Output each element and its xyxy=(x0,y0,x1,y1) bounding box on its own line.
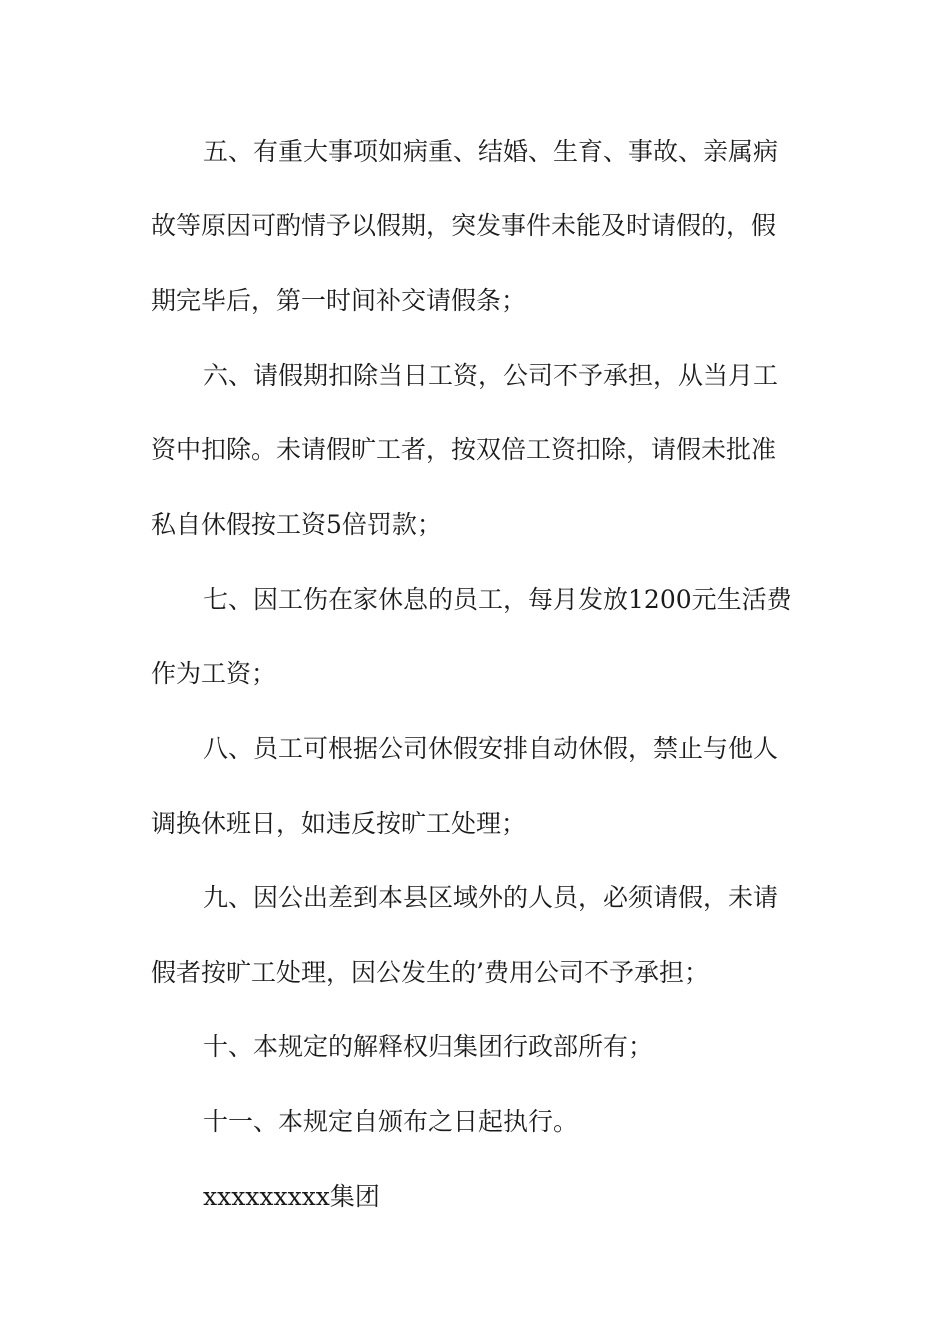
para5-line2: 故等原因可酌情予以假期，突发事件未能及时请假的，假 xyxy=(151,211,777,240)
para7-line2: 作为工资； xyxy=(151,659,277,688)
para6-line2: 资中扣除。未请假旷工者，按双倍工资扣除，请假未批准 xyxy=(151,435,777,464)
para5-line1: 五、有重大事项如病重、结婚、生育、事故、亲属病 xyxy=(203,137,779,166)
para6-line3: 私自休假按工资5倍罚款； xyxy=(151,510,442,539)
para6-line1: 六、请假期扣除当日工资，公司不予承担，从当月工 xyxy=(203,361,779,390)
para8-line2: 调换休班日，如违反按旷工处理； xyxy=(151,809,527,838)
para9-line1: 九、因公出差到本县区域外的人员，必须请假，未请 xyxy=(203,883,779,912)
para5-line3: 期完毕后，第一时间补交请假条； xyxy=(151,286,527,315)
para7-line1: 七、因工伤在家休息的员工，每月发放1200元生活费 xyxy=(203,585,792,614)
para11-line1: 十一、本规定自颁布之日起执行。 xyxy=(203,1107,579,1136)
signature-line: xxxxxxxxx集团 xyxy=(203,1182,380,1211)
para8-line1: 八、员工可根据公司休假安排自动休假，禁止与他人 xyxy=(203,734,779,763)
para9-line2: 假者按旷工处理，因公发生的’费用公司不予承担； xyxy=(151,958,709,987)
para10-line1: 十、本规定的解释权归集团行政部所有； xyxy=(203,1032,654,1061)
